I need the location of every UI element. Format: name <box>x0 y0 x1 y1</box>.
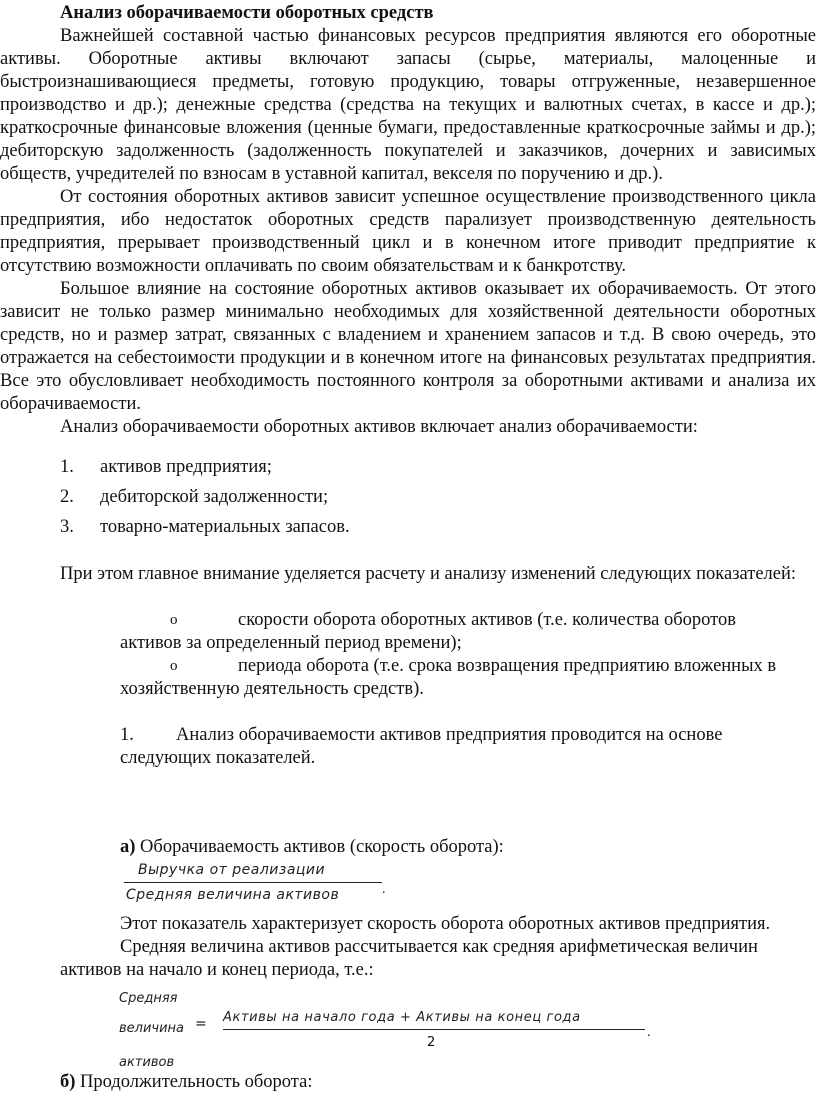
bullet-text-rest: активов за определенный период времени); <box>120 633 462 653</box>
item-a-label: а) <box>120 837 136 857</box>
item-a-line <box>0 836 816 859</box>
item-a-text: Оборачиваемость активов (скорость оборота): <box>135 837 504 857</box>
document-title: Анализ оборачиваемости оборотных средств <box>60 3 434 23</box>
list-intro: Анализ оборачиваемости оборотных активов включает анализ оборачиваемости: <box>60 417 698 437</box>
formula-dot: . <box>647 1025 651 1040</box>
list-number: 3. <box>60 517 74 537</box>
item-b-text: Продолжительность оборота: <box>75 1072 313 1092</box>
formula-label-bot: активов <box>119 1055 175 1070</box>
formula-dot: . <box>382 882 386 897</box>
fraction-bar <box>124 882 382 883</box>
item-b-line <box>0 1071 816 1094</box>
section-text-rest: следующих показателей. <box>120 748 316 768</box>
section-1-heading <box>0 724 816 747</box>
paragraph-3: Большое влияние на состояние оборотных активов оказывает их оборачиваемость. От этого зависит не только размер минимально необходимых для хозяйственной деятельности оборотных средств, но и размер затрат, связанных с владением и хранением запасов и т.д. В свою очередь, это отражается на себестоимости продукции и в конечном итоге на финансовых результатах предприятия. Все это обусловливает необходимость постоянного контроля за оборотными активами и анализа их оборачиваемости. <box>0 279 816 414</box>
list-item <box>0 486 816 509</box>
bullet-item <box>0 655 816 678</box>
formula-equals: = <box>195 1016 207 1032</box>
formula-label-top: Средняя <box>119 991 178 1006</box>
bullet-text-first: периода оборота (т.е. срока возвращения предприятию вложенных в <box>238 656 777 676</box>
bullet-marker: o <box>170 658 178 674</box>
formula-numerator: Активы на начало года + Активы на конец года <box>223 1010 581 1025</box>
after-formula-line-1: Этот показатель характеризует скорость оборота оборотных активов предприятия. <box>120 914 771 934</box>
paragraph-1: Важнейшей составной частью финансовых ресурсов предприятия являются его оборотные активы. Оборотные активы включают запасы (сырье, материалы, малоценные и быстроизнашивающиеся предметы, готовую продукцию, товары отгруженные, незавершенное производство и др.); денежные средства (средства на текущих и валютных счетах, в кассе и др.); краткосрочные финансовые вложения (ценные бумаги, предоставленные краткосрочные займы и др.); дебиторскую задолженность (задолженность покупателей и заказчиков, дочерних и зависимых обществ, учредителей по взносам в уставной капитал, векселя по поручению и др.). <box>0 26 816 184</box>
item-b-label: б) <box>60 1072 76 1092</box>
bullet-item <box>0 609 816 632</box>
section-number: 1. <box>120 725 134 745</box>
formula-numerator: Выручка от реализации <box>138 862 326 878</box>
formula-denominator: 2 <box>427 1035 436 1050</box>
list-number: 1. <box>60 457 74 477</box>
analysis-list <box>0 456 816 539</box>
bullet-marker: o <box>170 612 178 628</box>
list-text: товарно-материальных запасов. <box>100 517 350 537</box>
list-text: активов предприятия; <box>100 457 272 477</box>
fraction-bar <box>223 1029 645 1030</box>
formula-label-mid: величина <box>119 1021 185 1036</box>
turnover-formula <box>124 860 394 905</box>
list-number: 2. <box>60 487 74 507</box>
after-formula-line-2: Средняя величина активов рассчитывается как средняя арифметическая величин <box>120 937 758 957</box>
section-text-first: Анализ оборачиваемости активов предприятия проводится на основе <box>176 725 723 745</box>
list-item <box>0 516 816 539</box>
average-assets-formula <box>119 985 659 1070</box>
indicators-intro: При этом главное внимание уделяется расчету и анализу изменений следующих показателей: <box>60 564 797 584</box>
formula-denominator: Средняя величина активов <box>126 887 340 903</box>
paragraph-2: От состояния оборотных активов зависит успешное осуществление производственного цикла предприятия, ибо недостаток оборотных средств парализует производственную деятельность предприятия, прерывает производственный цикл и в конечном итоге приводит предприятие к отсутствию возможности оплачивать по своим обязательствам и к банкротству. <box>0 187 816 276</box>
bullet-text-rest: хозяйственную деятельность средств). <box>120 679 424 699</box>
bullet-text-first: скорости оборота оборотных активов (т.е. количества оборотов <box>238 610 736 630</box>
list-text: дебиторской задолженности; <box>100 487 329 507</box>
after-formula-text <box>0 913 816 982</box>
list-item <box>0 456 816 479</box>
after-formula-line-3: активов на начало и конец периода, т.е.: <box>60 960 374 980</box>
document-page <box>0 2 816 770</box>
